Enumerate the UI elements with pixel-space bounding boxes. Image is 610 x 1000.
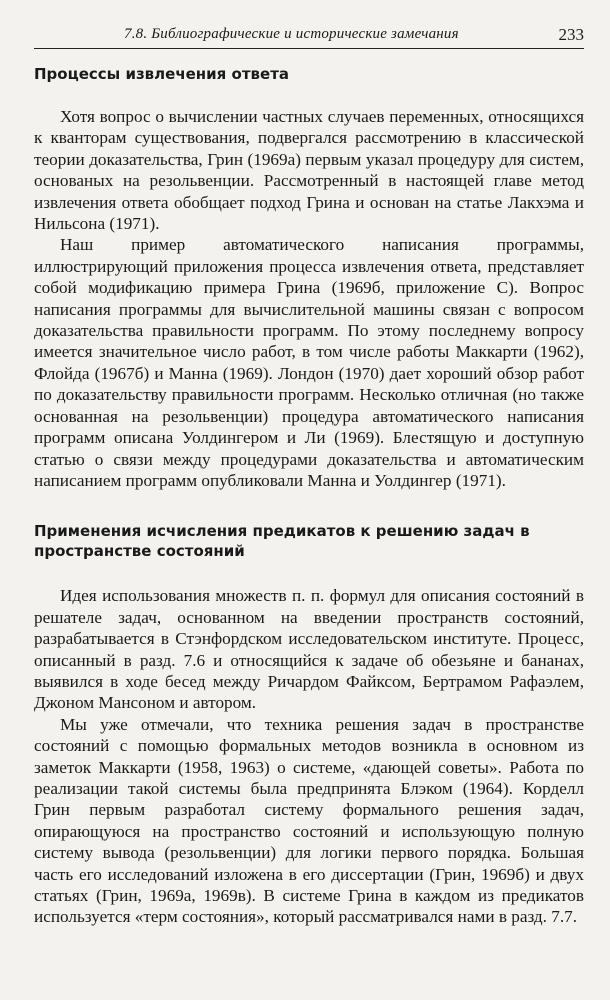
- paragraph: Наш пример автоматического написания программы, иллюстрирующий приложения процесса извлечения ответа, представляет собой модификацию примера Грина (1969б, приложение С). Вопрос написания программы для вычислительной машины связан с вопросом доказательства правильности программ. По этому последнему вопросу имеется значительное число работ, в том числе работы Маккарти (1962), Флойда (1967б) и Манна (1969). Лондон (1970) дает хороший обзор работ по доказательству правильности программ. Несколько отличная (но также основанная на резольвенции) процедура автоматического написания программ описана Уолдингером и Ли (1969). Блестящую и доступную статью о связи между процедурами доказательства и автоматическим написанием программ опубликовали Манна и Уолдингер (1971).: [34, 235, 584, 490]
- page-header: [34, 22, 584, 49]
- section-answer-extraction: [34, 64, 584, 491]
- paragraph: Мы уже отмечали, что техника решения задач в пространстве состояний с помощью формальных методов возникла в основном из заметок Маккарти (1958, 1963) о системе, «дающей советы». Работа по реализации такой системы была предпринята Блэком (1964). Корделл Грин первым разработал систему формального решения задач, опирающуюся на пространство состояний и использующую полную систему вывода (резольвенции) для логики первого порядка. Большая часть его исследований изложена в его диссертации (Грин, 1969б) и двух статьях (Грин, 1969а, 1969в). В системе Грина в каждом из предикатов используется «терм состояния», который рассматривался нами в разд. 7.7.: [34, 714, 584, 927]
- running-head: 7.8. Библиографические и исторические замечания: [124, 26, 459, 42]
- paragraph: Хотя вопрос о вычислении частных случаев переменных, относящихся к кванторам существования, подвергался рассмотрению в классической теории доказательства, Грин (1969а) первым указал процедуру для систем, основаных на резольвенции. Рассмотренный в настоящей главе метод извлечения ответа обобщает подход Грина и основан на статье Лакхэма и Нильсона (1971).: [34, 107, 584, 234]
- section-title: Применения исчисления предикатов к решению задач в пространстве состояний: [34, 522, 530, 561]
- page-number: 233: [558, 25, 584, 44]
- section-title: Процессы извлечения ответа: [34, 65, 290, 83]
- page-content: [34, 64, 584, 928]
- section-state-space-applications: [34, 521, 584, 928]
- paragraph: Идея использования множеств п. п. формул для описания состояний в решателе задач, основанном на введении пространств состояний, разрабатывается в Стэнфордском исследовательском институте. Процесс, описанный в разд. 7.6 и относящийся к задаче об обезьяне и бананах, выявился в ходе бесед между Ричардом Файксом, Бертрамом Рафаэлем, Джоном Мансоном и автором.: [34, 586, 584, 713]
